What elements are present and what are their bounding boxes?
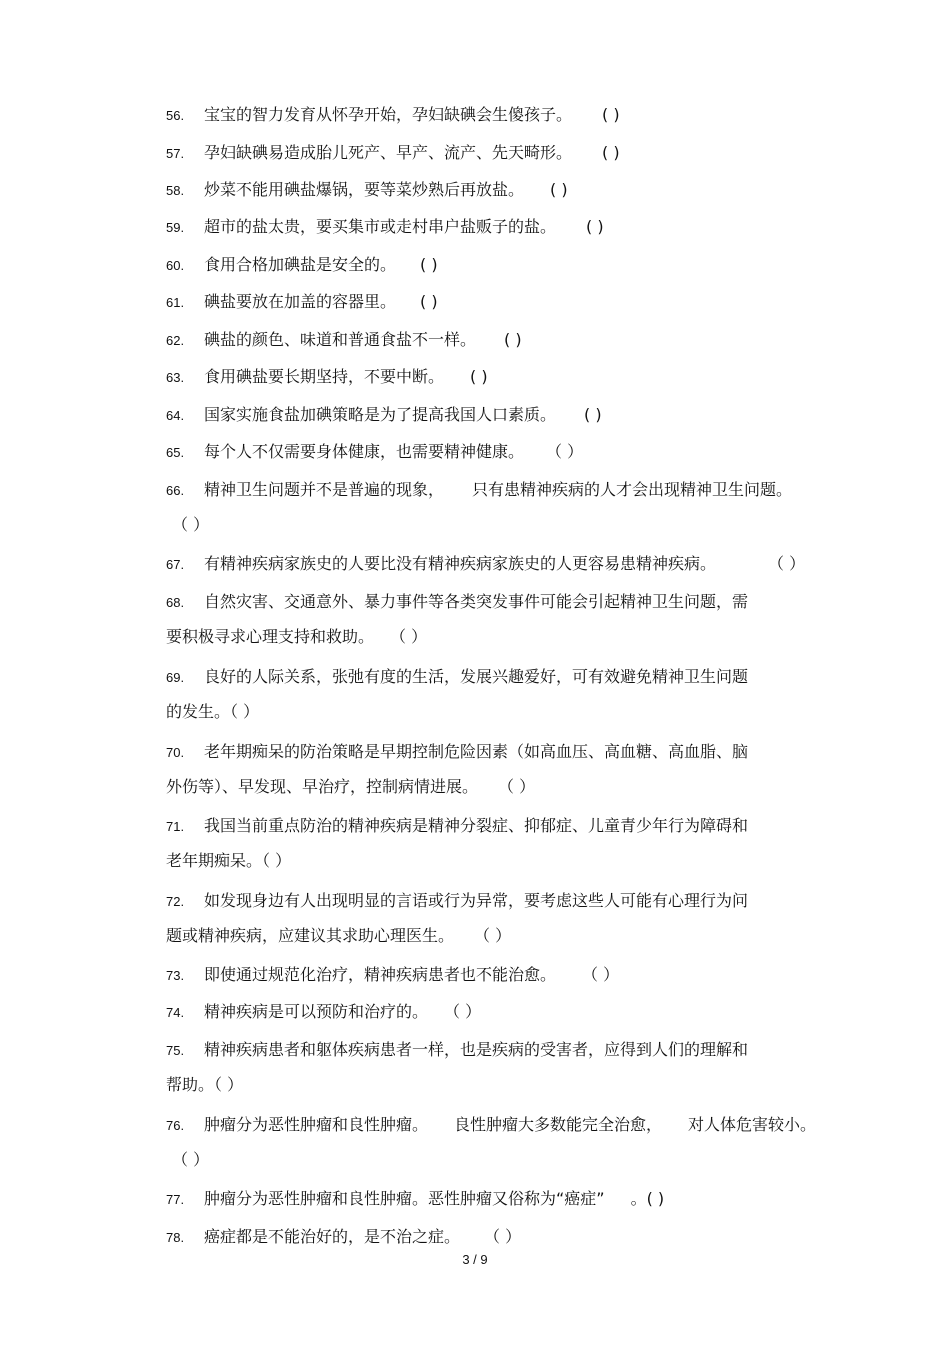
question-text: 自然灾害、交通意外、暴力事件等各类突发事件可能会引起精神卫生问题，需 bbox=[204, 592, 749, 611]
question-number: 68. bbox=[166, 595, 185, 610]
list-item bbox=[166, 327, 866, 350]
question-text: 老年期痴呆的防治策略是早期控制危险因素（如高血压、高血糖、高血脂、脑 bbox=[204, 742, 749, 761]
question-text: 癌症都是不能治好的，是不治之症。 bbox=[204, 1227, 461, 1246]
question-text-continued: 外伤等）、早发现、早治疗，控制病情进展。 bbox=[166, 777, 479, 796]
question-text: 国家实施食盐加碘策略是为了提高我国人口素质。 bbox=[204, 405, 557, 424]
question-text: 即使通过规范化治疗，精神疾病患者也不能治愈。 bbox=[204, 965, 557, 984]
list-item bbox=[166, 102, 866, 125]
list-item bbox=[166, 289, 866, 312]
answer-blank: （ ） bbox=[546, 442, 584, 461]
question-number: 62. bbox=[166, 333, 185, 348]
question-number: 59. bbox=[166, 220, 185, 235]
list-item bbox=[166, 1112, 866, 1135]
question-text-continued: 老年期痴呆。（ ） bbox=[166, 851, 292, 870]
question-number: 66. bbox=[166, 483, 185, 498]
list-item-continuation bbox=[166, 923, 511, 946]
list-item bbox=[166, 1037, 866, 1060]
question-number: 67. bbox=[166, 557, 185, 572]
answer-blank: ( ) bbox=[470, 367, 488, 386]
list-item bbox=[166, 252, 866, 275]
question-text: 精神卫生问题并不是普遍的现象， bbox=[204, 480, 445, 499]
question-text: 碘盐的颜色、味道和普通食盐不一样。 bbox=[204, 330, 477, 349]
question-text: 良好的人际关系，张弛有度的生活，发展兴趣爱好，可有效避免精神卫生问题 bbox=[204, 667, 749, 686]
list-item bbox=[166, 140, 866, 163]
question-text-continued: 帮助。（ ） bbox=[166, 1075, 244, 1094]
list-item bbox=[166, 1224, 866, 1247]
question-number: 75. bbox=[166, 1043, 185, 1058]
question-text: 精神疾病是可以预防和治疗的。 bbox=[204, 1002, 429, 1021]
answer-blank: ( ) bbox=[420, 292, 438, 311]
answer-blank: ( ) bbox=[586, 217, 604, 236]
list-item bbox=[166, 1186, 866, 1209]
answer-blank: （ ） bbox=[768, 554, 806, 573]
question-number: 74. bbox=[166, 1005, 185, 1020]
question-text: 超市的盐太贵，要买集市或走村串户盐贩子的盐。 bbox=[204, 217, 557, 236]
question-number: 56. bbox=[166, 108, 185, 123]
question-text-continued: 题或精神疾病，应建议其求助心理医生。 bbox=[166, 926, 455, 945]
question-text: 精神疾病患者和躯体疾病患者一样，也是疾病的受害者，应得到人们的理解和 bbox=[204, 1040, 749, 1059]
question-number: 69. bbox=[166, 670, 185, 685]
list-item bbox=[166, 962, 866, 985]
question-text: 我国当前重点防治的精神疾病是精神分裂症、抑郁症、儿童青少年行为障碍和 bbox=[204, 816, 749, 835]
question-text-continued: 只有患精神疾病的人才会出现精神卫生问题。 bbox=[472, 480, 793, 499]
question-number: 70. bbox=[166, 745, 185, 760]
answer-blank: 。( ) bbox=[630, 1189, 665, 1208]
question-text: 肿瘤分为恶性肿瘤和良性肿瘤。恶性肿瘤又俗称为“癌症” bbox=[204, 1189, 605, 1208]
list-item-continuation bbox=[166, 774, 535, 797]
list-item bbox=[166, 439, 866, 462]
question-number: 61. bbox=[166, 295, 185, 310]
question-text: 肿瘤分为恶性肿瘤和良性肿瘤。 bbox=[204, 1115, 429, 1134]
question-text-continued: 良性肿瘤大多数能完全治愈， bbox=[454, 1115, 663, 1134]
question-number: 58. bbox=[166, 183, 185, 198]
list-item bbox=[166, 664, 866, 687]
question-text: 有精神疾病家族史的人要比没有精神疾病家族史的人更容易患精神疾病。 bbox=[204, 554, 717, 573]
answer-blank: ( ) bbox=[504, 330, 522, 349]
list-item bbox=[166, 589, 866, 612]
question-text: 食用合格加碘盐是安全的。 bbox=[204, 255, 397, 274]
question-text-continued: 的发生。（ ） bbox=[166, 702, 260, 721]
page-number: 3 / 9 bbox=[462, 1252, 488, 1267]
question-text-continued: 要积极寻求心理支持和救助。 bbox=[166, 627, 375, 646]
list-item bbox=[166, 813, 866, 836]
list-item bbox=[166, 214, 866, 237]
question-number: 63. bbox=[166, 370, 185, 385]
question-text: 每个人不仅需要身体健康，也需要精神健康。 bbox=[204, 442, 525, 461]
question-text-continued: 对人体危害较小。 bbox=[688, 1115, 817, 1134]
list-item bbox=[166, 364, 866, 387]
answer-blank: （ ） bbox=[484, 1227, 522, 1246]
list-item bbox=[166, 551, 866, 574]
list-item bbox=[166, 888, 866, 911]
question-number: 71. bbox=[166, 819, 185, 834]
answer-blank: （ ） bbox=[444, 1002, 482, 1021]
question-number: 77. bbox=[166, 1192, 185, 1207]
question-number: 64. bbox=[166, 408, 185, 423]
list-item bbox=[166, 739, 866, 762]
answer-blank: ( ) bbox=[584, 405, 602, 424]
answer-blank: （ ） bbox=[390, 627, 428, 646]
answer-blank: （ ） bbox=[172, 1150, 210, 1169]
answer-blank: （ ） bbox=[172, 515, 210, 534]
answer-blank: ( ) bbox=[602, 105, 620, 124]
question-number: 65. bbox=[166, 445, 185, 460]
answer-blank: （ ） bbox=[582, 965, 620, 984]
question-number: 72. bbox=[166, 894, 185, 909]
question-number: 76. bbox=[166, 1118, 185, 1133]
answer-blank: ( ) bbox=[550, 180, 568, 199]
list-item bbox=[166, 402, 866, 425]
question-number: 60. bbox=[166, 258, 185, 273]
answer-blank: （ ） bbox=[498, 777, 536, 796]
list-item bbox=[166, 177, 866, 200]
question-text: 孕妇缺碘易造成胎儿死产、早产、流产、先天畸形。 bbox=[204, 143, 573, 162]
list-item bbox=[166, 999, 866, 1022]
question-number: 57. bbox=[166, 146, 185, 161]
answer-blank: （ ） bbox=[474, 926, 512, 945]
list-item-continuation bbox=[166, 624, 427, 647]
question-text: 炒菜不能用碘盐爆锅，要等菜炒熟后再放盐。 bbox=[204, 180, 525, 199]
question-number: 78. bbox=[166, 1230, 185, 1245]
question-text: 如发现身边有人出现明显的言语或行为异常，要考虑这些人可能有心理行为问 bbox=[204, 891, 749, 910]
question-text: 碘盐要放在加盖的容器里。 bbox=[204, 292, 397, 311]
answer-blank: ( ) bbox=[602, 143, 620, 162]
question-text: 食用碘盐要长期坚持，不要中断。 bbox=[204, 367, 445, 386]
answer-blank: ( ) bbox=[420, 255, 438, 274]
question-number: 73. bbox=[166, 968, 185, 983]
list-item bbox=[166, 477, 866, 500]
question-text: 宝宝的智力发育从怀孕开始，孕妇缺碘会生傻孩子。 bbox=[204, 105, 573, 124]
